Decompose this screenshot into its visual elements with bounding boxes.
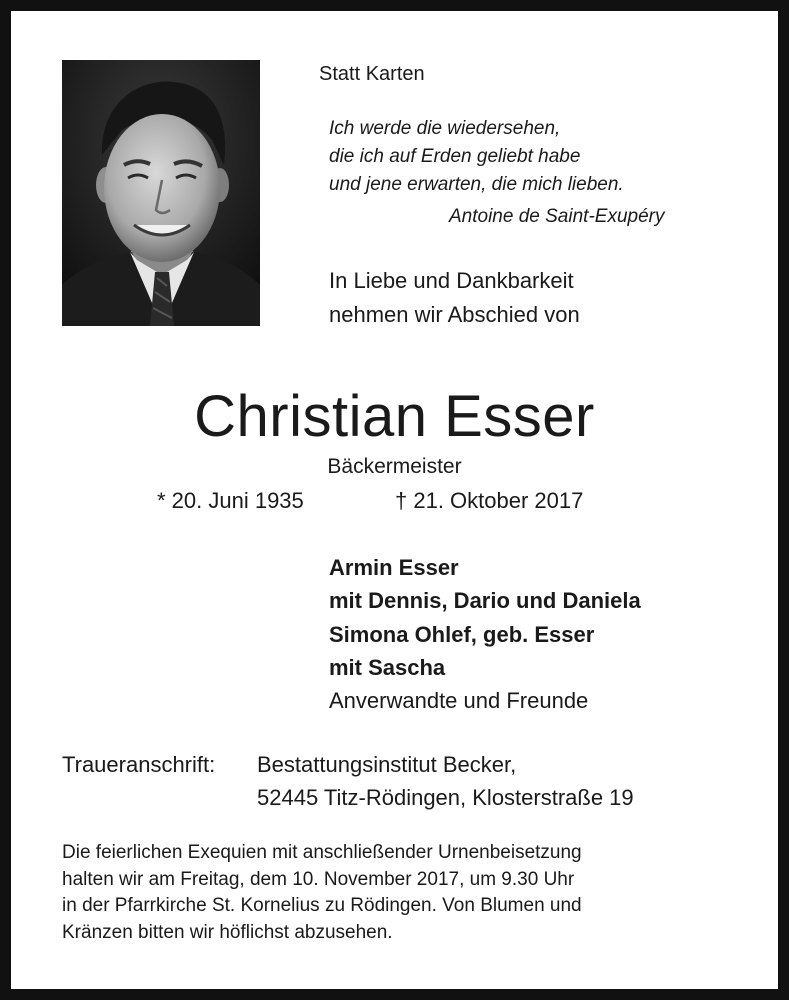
- quote-line: die ich auf Erden geliebt habe: [329, 146, 581, 167]
- notice-line: in der Pfarrkirche St. Kornelius zu Rödingen. Von Blumen und: [62, 895, 582, 916]
- statt-karten: Statt Karten: [319, 63, 425, 85]
- portrait-photo: [62, 60, 260, 326]
- family-line: Simona Ohlef, geb. Esser: [329, 622, 595, 647]
- notice-line: Die feierlichen Exequien mit anschließender Urnenbeisetzung: [62, 842, 582, 863]
- intro-line: nehmen wir Abschied von: [329, 302, 580, 327]
- notice-line: Kränzen bitten wir höflichst abzusehen.: [62, 921, 393, 943]
- notice-line: halten wir am Freitag, dem 10. November 2017, um 9.30 Uhr: [62, 868, 575, 890]
- family-line: Armin Esser: [329, 555, 459, 580]
- address-label: Traueranschrift:: [62, 752, 216, 777]
- address-line: 52445 Titz-Rödingen, Klosterstraße 19: [257, 785, 634, 810]
- family-line: mit Dennis, Dario und Daniela: [329, 588, 641, 613]
- death-date: † 21. Oktober 2017: [395, 488, 584, 513]
- relatives-line: Anverwandte und Freunde: [329, 688, 589, 713]
- intro-line: In Liebe und Dankbarkeit: [329, 268, 574, 293]
- quote-line: und jene erwarten, die mich lieben.: [329, 174, 624, 195]
- deceased-occupation: Bäckermeister: [327, 455, 462, 478]
- deceased-name: Christian Esser: [194, 384, 595, 449]
- family-line: mit Sascha: [329, 655, 446, 680]
- quote-author: Antoine de Saint-Exupéry: [449, 206, 665, 227]
- birth-date: * 20. Juni 1935: [157, 488, 304, 513]
- portrait-image: [62, 60, 260, 326]
- quote-line: Ich werde die wiedersehen,: [329, 118, 561, 139]
- address-line: Bestattungsinstitut Becker,: [257, 752, 517, 777]
- service-notice: [62, 840, 752, 946]
